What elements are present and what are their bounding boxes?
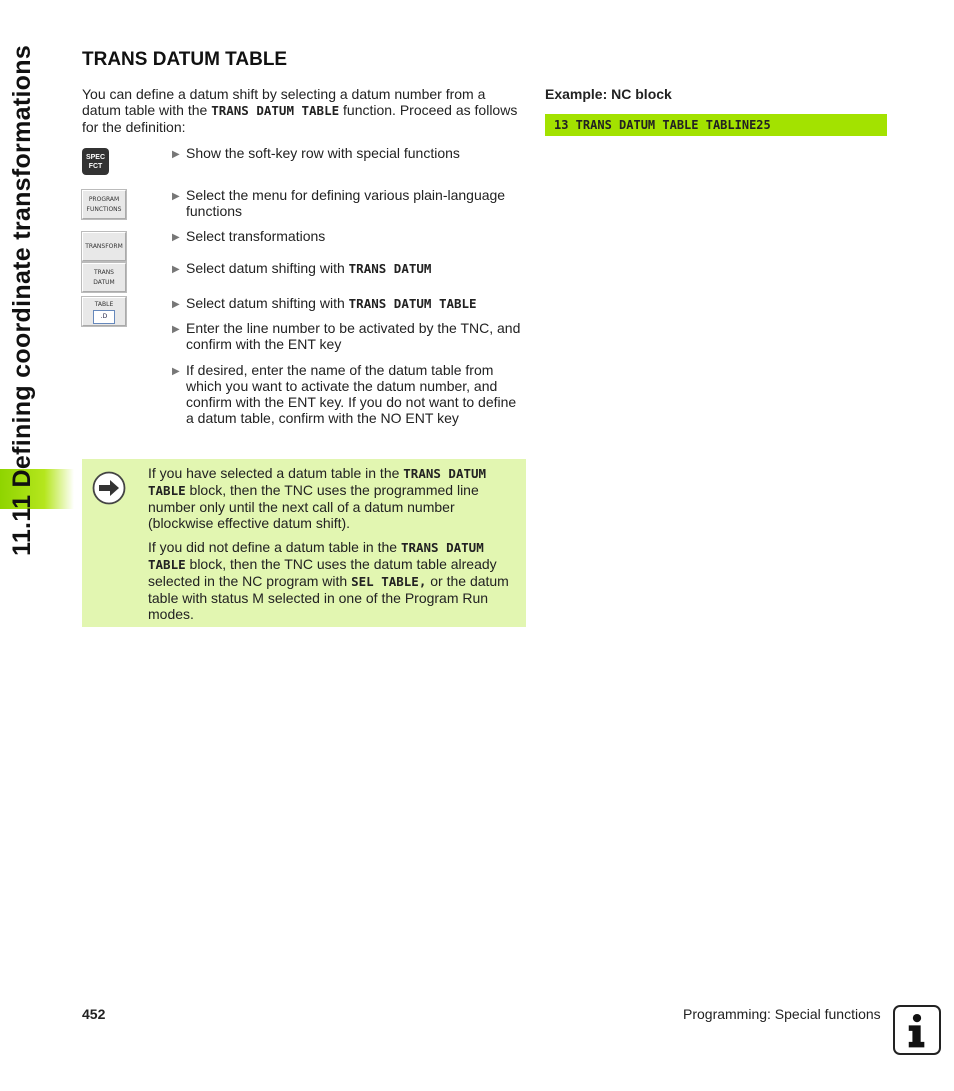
triangle-bullet-icon: ▶ — [172, 149, 180, 160]
page-number: 452 — [82, 1006, 106, 1022]
spec-fct-key[interactable]: SPEC FCT — [82, 148, 109, 175]
step-4: ▶ Select datum shifting with TRANS DATUM — [172, 260, 432, 276]
note-paragraph-2: If you did not define a datum table in the TRANS DATUM TABLE block, then the TNC uses the datum table already selected in the NC program with SEL TABLE, or the datum table with status M selected in one of the Program Run modes. — [148, 539, 509, 622]
trans-datum-softkey[interactable]: TRANS DATUM — [82, 263, 126, 292]
note-paragraph-1: If you have selected a datum table in the TRANS DATUM TABLE block, then the TNC uses the programmed line number only until the next call of a datum number (blockwise effective datum shift). — [148, 465, 487, 531]
info-icon — [893, 1005, 941, 1055]
table-icon: .D — [93, 310, 115, 324]
chapter-title: 11.11 Defining coordinate transformations — [8, 44, 36, 556]
triangle-bullet-icon: ▶ — [172, 264, 180, 275]
triangle-bullet-icon: ▶ — [172, 324, 180, 335]
inline-code: TRANS DATUM TABLE — [211, 103, 340, 118]
step-2: ▶ Select the menu for defining various plain-language functions — [172, 187, 506, 219]
footer-title: Programming: Special functions — [683, 1006, 881, 1022]
triangle-bullet-icon: ▶ — [172, 299, 180, 310]
step-3: ▶ Select transformations — [172, 228, 326, 244]
example-label: Example: NC block — [545, 86, 672, 102]
table-softkey[interactable]: TABLE .D — [82, 297, 126, 326]
triangle-bullet-icon: ▶ — [172, 191, 180, 202]
transform-softkey[interactable]: TRANSFORM — [82, 232, 126, 261]
triangle-bullet-icon: ▶ — [172, 366, 180, 377]
intro-paragraph: You can define a datum shift by selecting a datum number from a datum table with the TRANS DATUM TABLE function. Proceed as follows for the definition: — [82, 86, 518, 135]
section-heading: TRANS DATUM TABLE — [82, 49, 288, 70]
step-5: ▶ Select datum shifting with TRANS DATUM TABLE — [172, 295, 477, 311]
step-6: ▶ Enter the line number to be activated by the TNC, and confirm with the ENT key — [172, 320, 521, 352]
step-1: ▶ Show the soft-key row with special functions — [172, 145, 460, 161]
step-7: ▶ If desired, enter the name of the datum table from which you want to activate the datum number, and confirm with the ENT key. If you do not want to define a datum table, confirm with the NO ENT key — [172, 362, 517, 426]
triangle-bullet-icon: ▶ — [172, 232, 180, 243]
nc-block-code: 13 TRANS DATUM TABLE TABLINE25 — [545, 114, 887, 136]
note-box — [82, 459, 526, 627]
arrow-right-icon — [92, 471, 126, 505]
program-functions-softkey[interactable]: PROGRAM FUNCTIONS — [82, 190, 126, 219]
